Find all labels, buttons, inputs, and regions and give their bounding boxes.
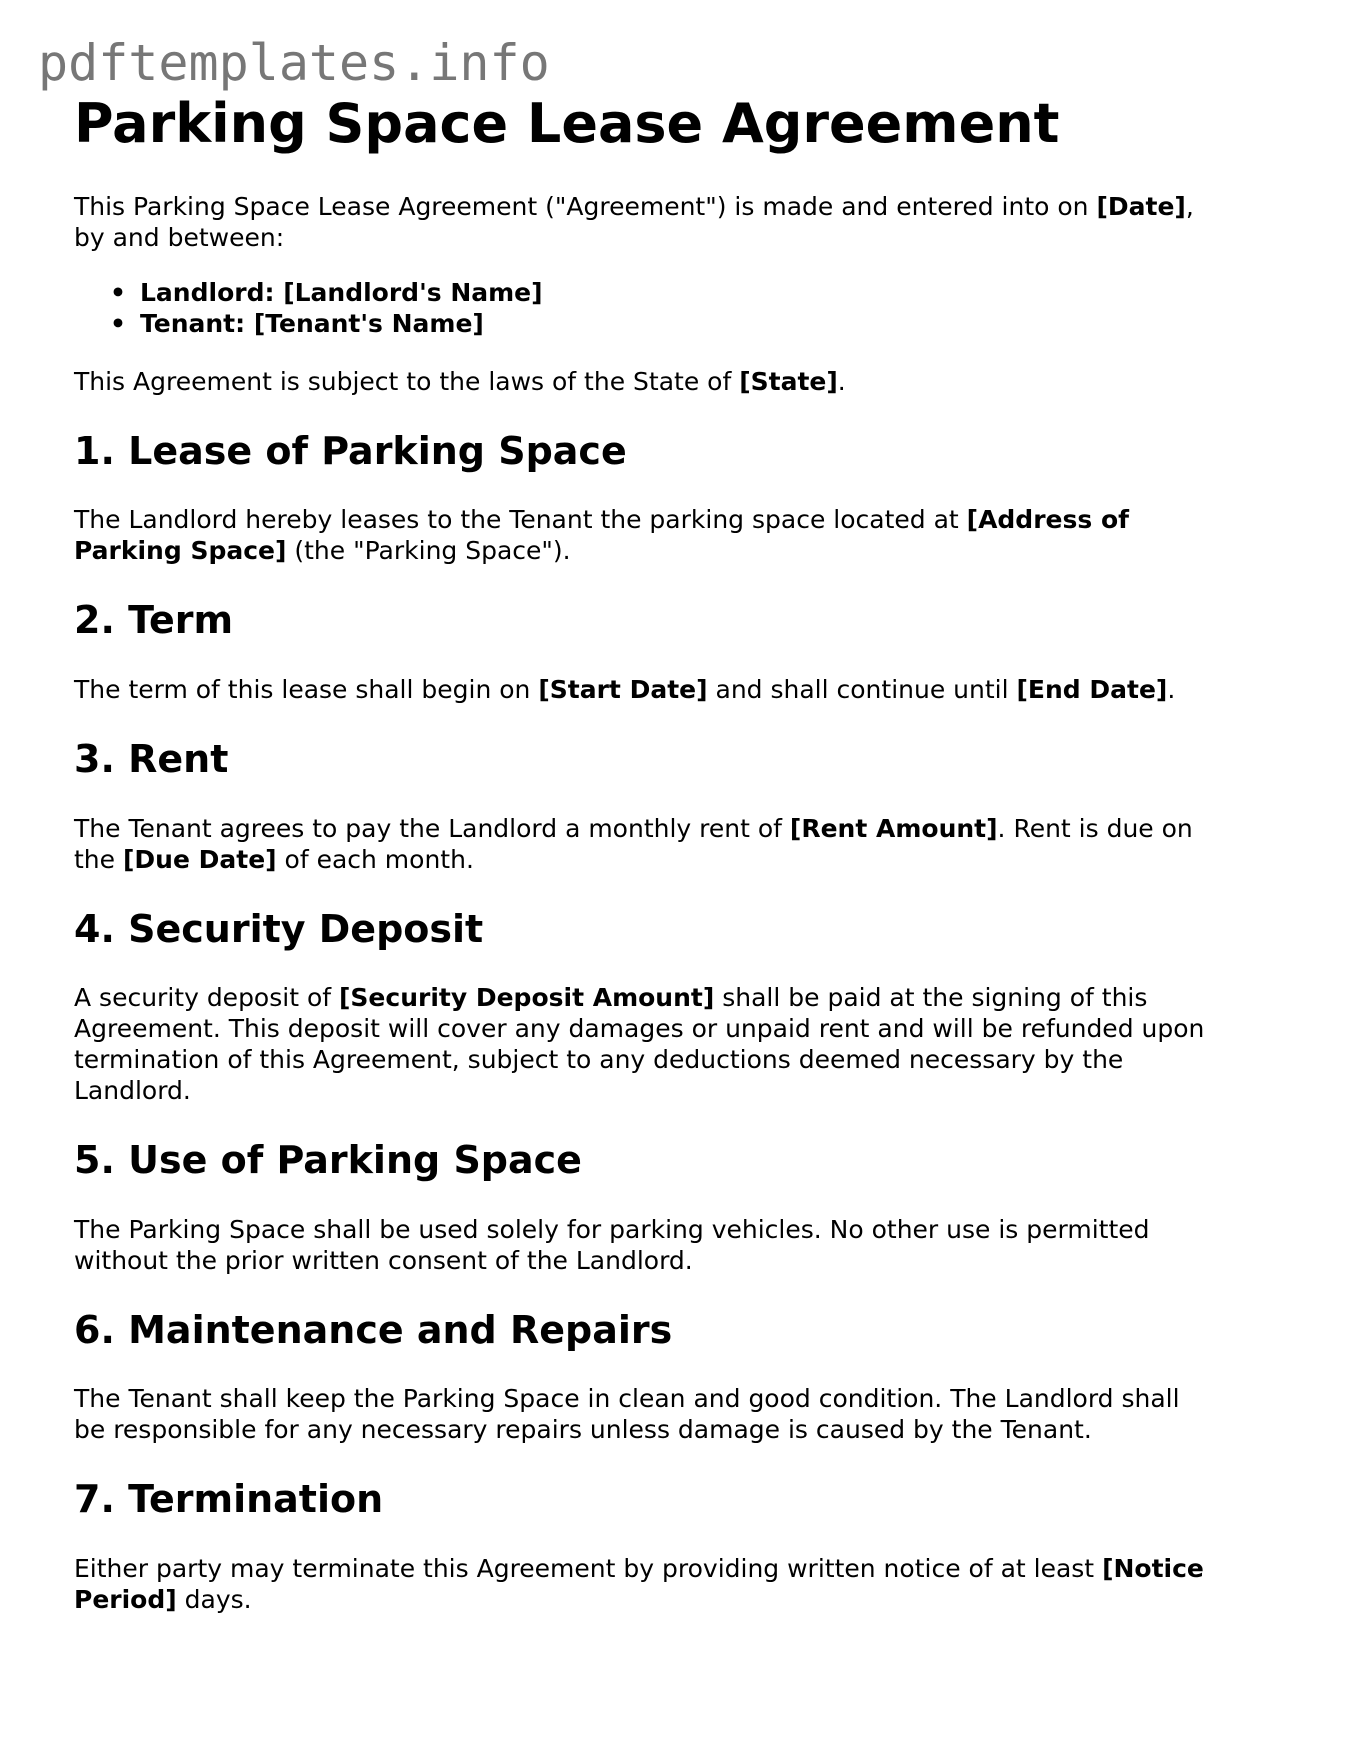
body-text: without the prior written consent of the Landlord. xyxy=(74,1245,693,1275)
section-body xyxy=(74,1553,1274,1615)
body-text: the xyxy=(74,844,123,874)
list-item xyxy=(110,308,1274,339)
section-body xyxy=(74,982,1274,1106)
document-title: Parking Space Lease Agreement xyxy=(74,92,1060,155)
document-page xyxy=(74,92,1274,1615)
body-text: shall be paid at the signing of this xyxy=(714,983,1148,1013)
body-text: Either party may terminate this Agreement by providing written notice of at least xyxy=(74,1553,1103,1583)
address-placeholder-cont: Parking Space] xyxy=(74,536,287,566)
body-text: The Tenant shall keep the Parking Space in clean and good condition. The Landlord shall xyxy=(74,1384,1180,1414)
body-text: . xyxy=(1167,674,1176,704)
end-date-placeholder: [End Date] xyxy=(1016,674,1168,704)
party-label: Tenant: xyxy=(140,308,246,338)
section-body xyxy=(74,674,1274,705)
law-text: This Agreement is subject to the laws of the State of xyxy=(74,366,740,396)
body-text: Landlord. xyxy=(74,1076,191,1106)
section-use-of-parking-space xyxy=(74,1138,1274,1276)
party-label: Landlord: xyxy=(140,277,275,307)
notice-period-placeholder-cont: Period] xyxy=(74,1584,177,1614)
body-text: The Tenant agrees to pay the Landlord a monthly rent of xyxy=(74,813,790,843)
body-text: The term of this lease shall begin on xyxy=(74,674,539,704)
section-heading: 6. Maintenance and Repairs xyxy=(74,1307,673,1352)
rent-amount-placeholder: [Rent Amount] xyxy=(789,813,998,843)
start-date-placeholder: [Start Date] xyxy=(538,674,708,704)
section-body xyxy=(74,1214,1274,1276)
parties-list xyxy=(74,277,1274,339)
intro-paragraph xyxy=(74,191,1274,253)
section-rent xyxy=(74,737,1274,875)
body-text: A security deposit of xyxy=(74,983,339,1013)
body-text: be responsible for any necessary repairs unless damage is caused by the Tenant. xyxy=(74,1415,1092,1445)
section-maintenance-and-repairs xyxy=(74,1308,1274,1446)
body-text: . Rent is due on xyxy=(997,813,1193,843)
section-heading: 2. Term xyxy=(74,598,234,643)
body-text: and shall continue until xyxy=(707,674,1017,704)
section-heading: 7. Termination xyxy=(74,1477,384,1522)
section-body xyxy=(74,1383,1274,1445)
body-text: (the "Parking Space"). xyxy=(286,536,571,566)
body-text: Agreement. This deposit will cover any damages or unpaid rent and will be refunded upon xyxy=(74,1014,1205,1044)
date-placeholder: [Date] xyxy=(1096,191,1186,221)
section-heading: 4. Security Deposit xyxy=(74,906,484,951)
law-end: . xyxy=(837,366,846,396)
intro-text-line2: by and between: xyxy=(74,222,285,252)
section-security-deposit xyxy=(74,907,1274,1107)
body-text: of each month. xyxy=(276,844,474,874)
section-heading: 1. Lease of Parking Space xyxy=(74,428,627,473)
bullet-icon: • xyxy=(110,308,126,338)
intro-text: This Parking Space Lease Agreement ("Agreement") is made and entered into on xyxy=(74,191,1097,221)
section-term xyxy=(74,598,1274,705)
notice-period-placeholder: [Notice xyxy=(1102,1553,1204,1583)
address-placeholder: [Address of xyxy=(966,505,1130,535)
deposit-amount-placeholder: [Security Deposit Amount] xyxy=(339,983,715,1013)
party-value: [Landlord's Name] xyxy=(283,277,543,307)
governing-law-paragraph xyxy=(74,366,1274,397)
section-heading: 3. Rent xyxy=(74,736,229,781)
list-item xyxy=(110,277,1274,308)
body-text: The Landlord hereby leases to the Tenant the parking space located at xyxy=(74,505,967,535)
section-lease-of-parking-space xyxy=(74,429,1274,567)
body-text: The Parking Space shall be used solely for parking vehicles. No other use is permitted xyxy=(74,1214,1150,1244)
section-body xyxy=(74,813,1274,875)
body-text: termination of this Agreement, subject to any deductions deemed necessary by the xyxy=(74,1045,1124,1075)
intro-comma: , xyxy=(1185,191,1194,221)
section-heading: 5. Use of Parking Space xyxy=(74,1138,582,1183)
section-body xyxy=(74,504,1274,566)
body-text: days. xyxy=(176,1584,252,1614)
watermark-logo: pdftemplates.info xyxy=(38,34,550,92)
party-value: [Tenant's Name] xyxy=(253,308,484,338)
bullet-icon: • xyxy=(110,277,126,307)
due-date-placeholder: [Due Date] xyxy=(122,844,277,874)
state-placeholder: [State] xyxy=(739,366,838,396)
section-termination xyxy=(74,1477,1274,1615)
